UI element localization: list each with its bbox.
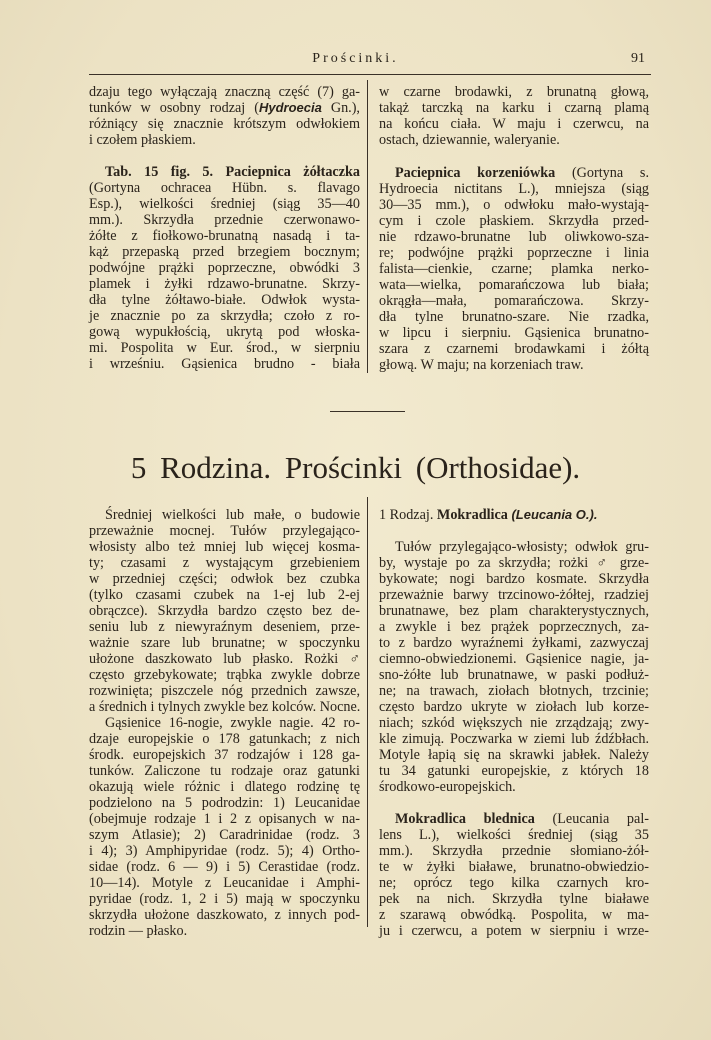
entry-mokradlica-blednica <box>379 811 649 939</box>
emphasized-text: Mokradlica blednica <box>395 811 535 827</box>
emphasized-text: Tab. 15 fig. 5. Paciepnica żółtaczka <box>105 164 360 180</box>
text-line: włosisty albo też mniej lub więcej kosma- <box>89 539 360 555</box>
running-title: Prościnki. <box>312 51 399 66</box>
text-line: ciemno-obwiedzionemi. Gąsienice nagie, ja- <box>379 651 649 667</box>
page-number: 91 <box>631 51 645 66</box>
text-line: to z bardzo wyraźnemi żyłkami, zazwyczaj <box>379 635 649 651</box>
text-line: często grzebykowate; trąbka zwykle dobrze <box>89 667 360 683</box>
text-line: w czarne brodawki, z brunatną głową, <box>379 84 649 100</box>
text-run: Gn.), <box>321 100 360 116</box>
text-line: bykowate; nogi bardzo kosmate. Skrzydła <box>379 571 649 587</box>
text-line: mm.). Skrzydła przednie słomiano-żół- <box>379 843 649 859</box>
text-line: cym i czole płaskiem. Skrzydła przed- <box>379 213 649 229</box>
text-line: sidae (rodz. 6 — 9) i 5) Cerastidae (rodz. <box>89 859 360 875</box>
text-line: Motyle łapią się na skrawki jabłek. Należy <box>379 747 649 763</box>
emphasized-text: Hydroecia <box>258 100 322 115</box>
text-line: na końcu ciała. W maju i czerwcu, na <box>379 116 649 132</box>
text-line: podwójne prążki poprzeczne, obwódki 3 <box>89 260 360 276</box>
text-line: w przedniej części; odwłok bez czubka <box>89 571 360 587</box>
paragraph-continuation-left <box>89 84 360 148</box>
text-line: a średnich i tylnych zwykle bez kolców. Nocne. <box>89 699 361 715</box>
text-line: ty; czasami z wystającym grzebieniem <box>89 555 360 571</box>
text-line: re; podwójne prążki poprzeczne i linia <box>379 245 649 261</box>
text-line: pyridae (rodz. 1, 2 i 5) mają w spoczynku <box>89 891 360 907</box>
text-line: tu 34 gatunki europejskie, z których 18 <box>379 763 649 779</box>
text-line: by, wystaje po za skrzydła; rożki ♂ grze- <box>379 555 649 571</box>
text-line: różniący się znacznie krótszym odwłokiem <box>89 116 360 132</box>
text-line: wata—wielka, pomarańczowa lub biała; <box>379 277 649 293</box>
text-line: sno-żółte lub brunatnawe, w paski podłuż- <box>379 667 649 683</box>
text-line: okrągła—mała, pomarańczowa. Skrzy- <box>379 293 649 309</box>
family-description <box>89 507 360 939</box>
text-line: Tułów przylegająco-włosisty; odwłok gru- <box>395 539 649 555</box>
text-line <box>379 165 649 181</box>
text-line: rozwinięta; piszczele nóg przednich zawsze, <box>89 683 360 699</box>
text-line <box>379 507 649 523</box>
text-line <box>379 811 649 827</box>
text-line: (obejmuje rodzaje 1 i 2 z opisanych w na- <box>89 811 360 827</box>
text-line: (Gortyna ochracea Hübn. s. flavago <box>89 180 360 196</box>
text-line: falista—cienkie, czarne; plamka nerko- <box>379 261 649 277</box>
text-line: dzaje europejskie o 178 gatunkach; z nich <box>89 731 360 747</box>
column-divider-top <box>367 80 368 373</box>
text-line: żółte z fiołkowo-brunatną nasadą i ta- <box>89 228 360 244</box>
entry-paciepnica-zoltaczka <box>89 164 360 372</box>
header-rule <box>89 74 651 75</box>
text-line: rodzin — płasko. <box>89 923 188 939</box>
emphasized-text: Mokradlica <box>436 507 508 523</box>
text-line: podzielono na 5 podrodzin: 1) Leucanidae <box>89 795 360 811</box>
text-line: nie rdzawo-brunatne lub oliwkowo-sza- <box>379 229 649 245</box>
text-line: pek na nich. Skrzydła tylne białawe <box>379 891 649 907</box>
section-end-rule <box>330 411 405 412</box>
text-line: brunatnawe, bez plam charakterystycznych, <box>379 603 649 619</box>
text-line: niach; szkód większych nie zrządzają; zwy- <box>379 715 649 731</box>
text-line: szym Atlasie); 2) Caradrinidae (rodz. 3 <box>89 827 360 843</box>
text-line: dła tylne żółtawo-białe. Odwłok wysta- <box>89 292 360 308</box>
text-line: 10—14). Motyle z Leucanidae i Amphi- <box>89 875 360 891</box>
emphasized-text: Paciepnica korzeniówka <box>395 165 556 181</box>
entry-paciepnica-korzeniowka <box>379 165 649 373</box>
text-line: ułożone daszkowato lub płasko. Rożki ♂ <box>89 651 360 667</box>
text-line: Hydroecia nictitans L.), mniejsza (siąg <box>379 181 649 197</box>
text-line: i wrześniu. Gąsienica brudno - biała <box>89 356 360 372</box>
column-divider-bottom <box>367 497 368 927</box>
text-line: ne; oprócz tego kilka czarnych kro- <box>379 875 649 891</box>
text-line: gową wypukłością, ukrytą pod włoska- <box>89 324 360 340</box>
text-line: ostach, dziewannie, waleryanie. <box>379 132 560 148</box>
text-line: ne; na trawach, ziołach błotnych, trzcinie; <box>379 683 649 699</box>
text-line: z szarawą obwódką. Pospolita, w ma- <box>379 907 649 923</box>
text-line: je znacznie po za skrzydła; czoło z ro- <box>89 308 360 324</box>
text-line: okazują wiele różnic i dlatego rodzinę tę <box>89 779 360 795</box>
text-line: obrączce). Skrzydła bardzo często bez de- <box>89 603 360 619</box>
text-line: ju i czerwcu, a potem w sierpniu i wrze- <box>379 923 649 939</box>
text-line: środkowo-europejskich. <box>379 779 516 795</box>
text-line: przeważnie barwy trzcinowo-żółtej, rzadziej <box>379 587 649 603</box>
emphasized-text: (Leucania O.). <box>507 507 598 522</box>
text-line: głową. W maju; na korzeniach traw. <box>379 357 584 373</box>
text-line: tunków. Zaliczone tu rodzaje oraz gatunki <box>89 763 360 779</box>
text-line: takąż tarczką na karku i czarną plamą <box>379 100 649 116</box>
text-line: i 4); 3) Amphipyridae (rodz. 5); 4) Ortho- <box>89 843 360 859</box>
text-line: a zwykle i bez prążek poprzecznych, za- <box>379 619 649 635</box>
text-run: (Leucania pal- <box>534 811 649 827</box>
text-line: często bardzo ukryte w ziołach lub korze- <box>379 699 649 715</box>
text-line: szara z czarnemi brodawkami i żółtą <box>379 341 649 357</box>
text-run: tunków w osobny rodzaj ( <box>89 100 259 116</box>
text-line: mi. Pospolita w Eur. środ., w sierpniu <box>89 340 360 356</box>
text-line <box>89 100 360 116</box>
genus-description <box>379 539 649 795</box>
text-line: 30—35 mm.), o odwłoku mało-wystają- <box>379 197 649 213</box>
paragraph-continuation-right <box>379 84 649 148</box>
text-line: Esp.), wielkości średniej (siąg 35—40 <box>89 196 360 212</box>
text-line <box>89 164 360 180</box>
text-line: seniu lub z niewyraźnym deseniem, prze- <box>89 619 360 635</box>
text-line: i czołem płaskiem. <box>89 132 196 148</box>
text-line: dła tylne brunatno-szare. Nie rzadka, <box>379 309 649 325</box>
text-line: kąż przepaską przed brzegiem bocznym; <box>89 244 360 260</box>
text-line: środk. europejskich 37 rodzajów i 128 ga- <box>89 747 360 763</box>
text-run: 1 Rodzaj. <box>379 507 437 523</box>
text-line: (tylko czasami czubek na 1-ej lub 2-ej <box>89 587 360 603</box>
text-line: plamek i żyłki rdzawo-brunatne. Skrzy- <box>89 276 360 292</box>
text-line: ważnie szare lub brunatne; w spoczynku <box>89 635 360 651</box>
text-line: mm.). Skrzydła przednie czerwonawo- <box>89 212 360 228</box>
text-line: skrzydła ułożone daszkowato, z innych pod- <box>89 907 360 923</box>
text-line: dzaju tego wyłączają znaczną część (7) ga- <box>89 84 360 100</box>
family-heading: 5 Rodzina. Prościnki (Orthosidae). <box>130 450 581 485</box>
text-line: te w żyłki białawe, brunatno-obwiedzio- <box>379 859 649 875</box>
text-line: Średniej wielkości lub małe, o budowie <box>105 507 360 523</box>
text-line: w lipcu i sierpniu. Gąsienica brunatno- <box>379 325 649 341</box>
text-line: Gąsienice 16-nogie, zwykle nagie. 42 ro- <box>105 715 360 731</box>
text-line: lens L.), wielkości średniej (siąg 35 <box>379 827 649 843</box>
text-run: (Gortyna s. <box>555 165 649 181</box>
text-line: kle zimują. Poczwarka w ziemi lub źdźbłach. <box>379 731 649 747</box>
text-line: przeważnie mocnej. Tułów przylegająco- <box>89 523 360 539</box>
genus-heading <box>379 507 649 523</box>
